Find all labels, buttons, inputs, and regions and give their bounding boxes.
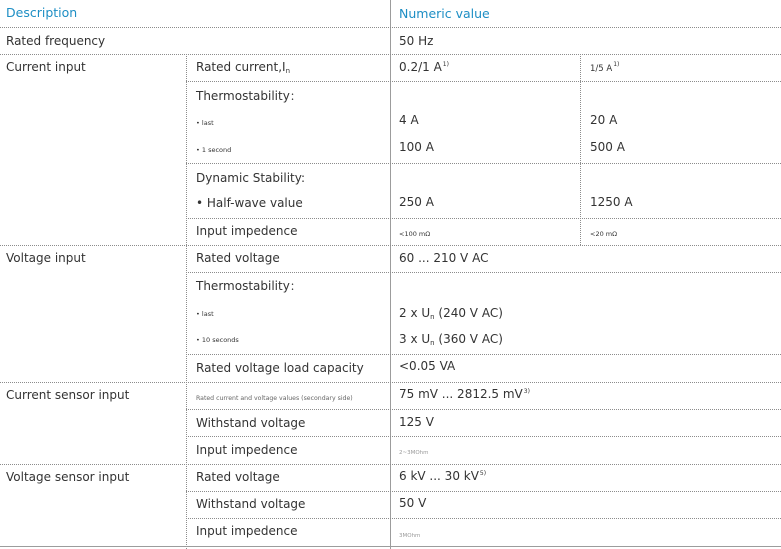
vsensor-impedence-label: Input impedence [196,524,298,538]
thermostability-label: Thermostability： [196,89,302,103]
last-value-2: 20 A [590,113,618,127]
row-line [0,245,781,246]
voltage-input-label: Voltage input [6,251,86,265]
half-wave-label: • Half-wave value [196,196,303,210]
rated-current-value-2: 1/5 $A^{1)}$ [590,61,620,74]
row-line [186,409,781,410]
sensor-withstand-value: 125 V [399,415,434,429]
voltage-last-label: • last [196,310,214,318]
load-capacity-label: Rated voltage load capacity [196,361,364,375]
row-line [186,354,781,355]
voltage-thermostability-label: Thermostability： [196,279,302,293]
vsensor-impedence-value: 3MOhm [399,533,421,539]
row-line [0,464,781,465]
last-label: • last [196,119,214,127]
dynamic-stability-label: Dynamic Stability: [196,171,306,185]
vsensor-rated-voltage-label: Rated voltage [196,470,280,484]
row-line [0,54,781,55]
one-second-value-1: 100 A [399,140,434,154]
vsensor-rated-voltage-value: 6 kV ... 30 $kV^{5)}$ [399,469,487,483]
vsensor-withstand-value: 50 V [399,496,427,510]
row-line [0,27,781,28]
row-line [0,382,781,383]
half-wave-value-1: 250 A [399,195,434,209]
row-line [186,272,781,273]
input-impedence-value-1: <100 mΩ [399,230,431,238]
sensor-impedence-label: Input impedence [196,443,298,457]
rated-values-value: 75 mV ... 2812.5 $mV^{3)}$ [399,387,530,401]
voltage-last-value: 2 x $U_n$ (240 V AC) [399,306,503,321]
ten-seconds-value: 3 x $U_n$ (360 V AC) [399,332,503,347]
column-divider-value2 [580,54,581,245]
one-second-value-2: 500 A [590,140,625,154]
vsensor-withstand-label: Withstand voltage [196,497,306,511]
rated-current-value-1: 0.2/1 $A^{1)}$ [399,60,449,74]
row-line [186,163,781,164]
row-line [186,436,781,437]
header-description: Description [6,5,78,20]
column-divider-value [390,0,391,549]
table-bottom-border [0,546,781,547]
rated-values-label: Rated current and voltage values (secondary side) [196,395,353,402]
rated-voltage-label: Rated voltage [196,251,280,265]
ten-seconds-label: • 10 seconds [196,336,239,344]
half-wave-value-2: 1250 A [590,195,633,209]
rated-voltage-value: 60 ... 210 V AC [399,251,489,265]
last-value-1: 4 A [399,113,419,127]
input-impedence-value-2: <20 mΩ [590,230,618,238]
rated-frequency-label: Rated frequency [6,34,106,48]
current-input-label: Current input [6,60,86,74]
sensor-withstand-label: Withstand voltage [196,416,306,430]
current-sensor-input-label: Current sensor input [6,388,130,402]
input-impedence-label: Input impedence [196,224,298,238]
load-capacity-value: <0.05 VA [399,359,456,373]
row-line [186,218,781,219]
header-numeric-value: Numeric value [399,6,490,21]
row-line [186,81,781,82]
one-second-label: • 1 second [196,146,232,154]
row-line [186,518,781,519]
rated-current-label: Rated $current,I_n$ [196,60,291,75]
column-divider-sub [186,54,187,549]
row-line [186,491,781,492]
rated-frequency-value: 50 Hz [399,34,434,48]
sensor-impedence-value: 2~3MOhm [399,450,429,456]
voltage-sensor-input-label: Voltage sensor input [6,470,130,484]
